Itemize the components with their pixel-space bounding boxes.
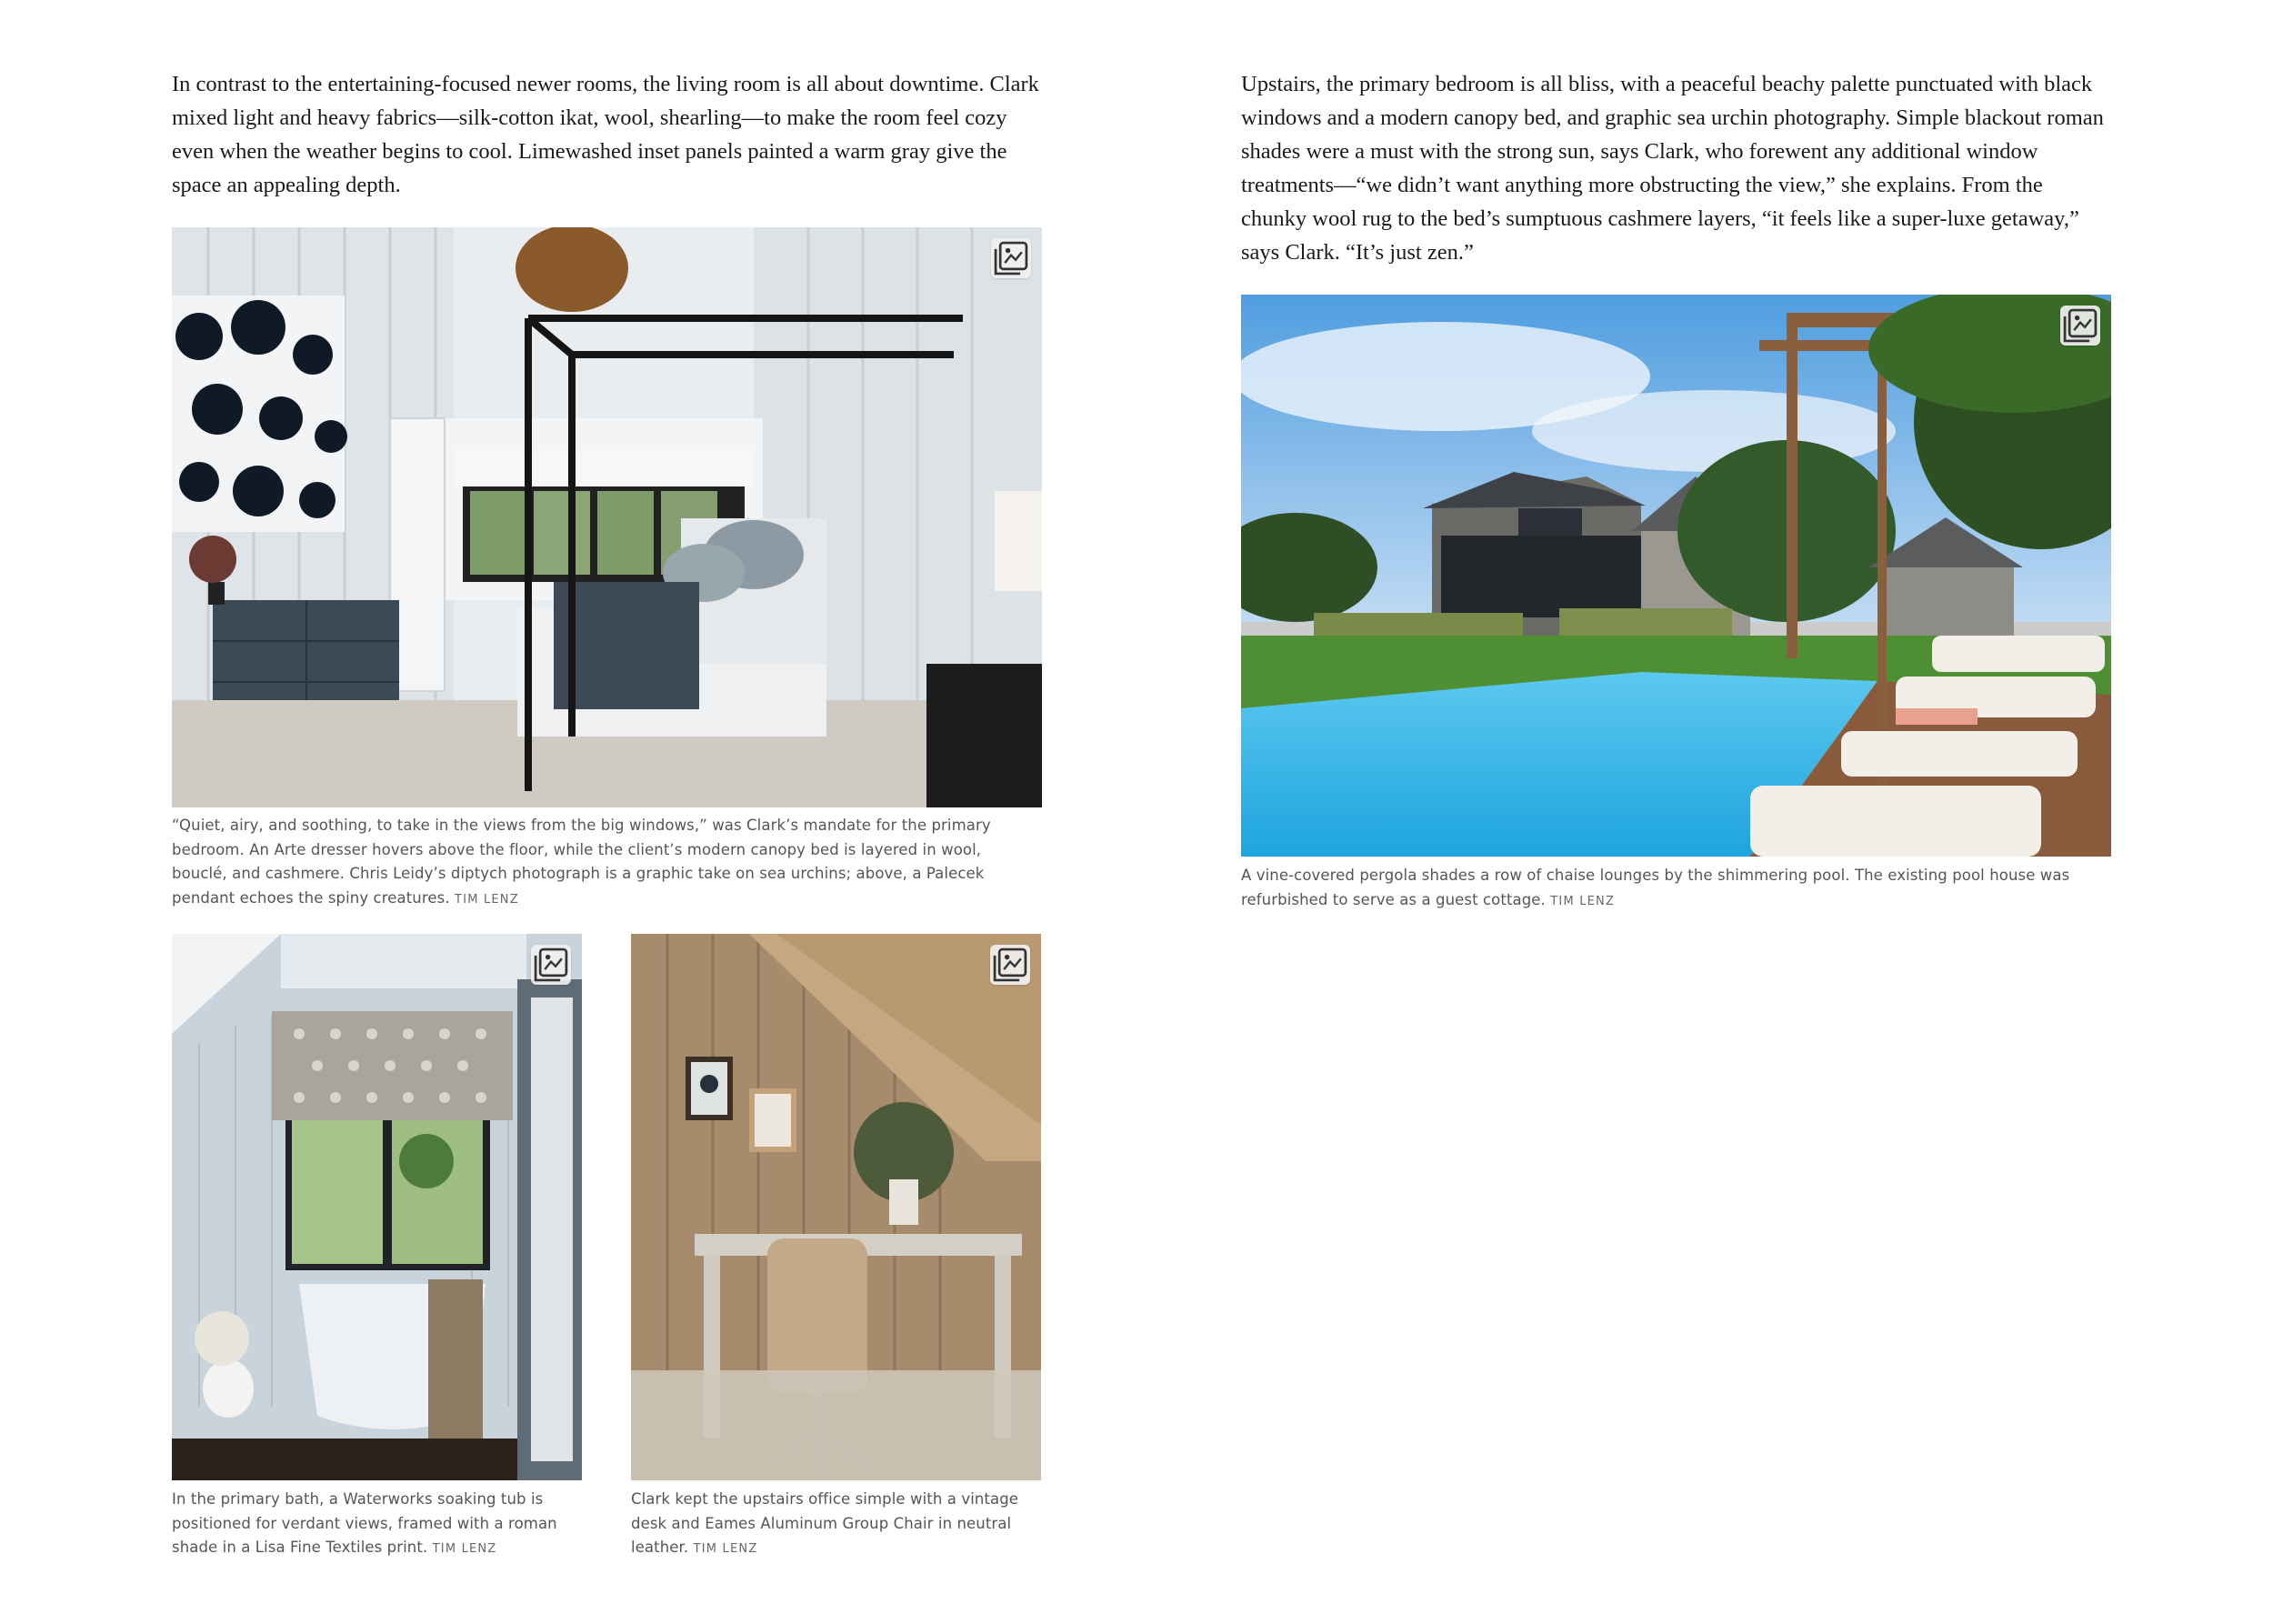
bedroom-photo [172,227,1042,807]
left-paragraph: In contrast to the entertaining-focused newer rooms, the living room is all about downtime. Clark mixed light and heavy fabrics—silk-cotton ikat, wool, shearling—to make the room feel cozy even when the weather begins to cool. Limewashed inset panels painted a warm gray give the space an appealing depth. [172,72,1039,197]
bath-photo [172,934,582,1480]
bath-expand-button[interactable] [531,945,571,985]
expand-gallery-icon [991,238,1031,278]
pool-caption-text: A vine-covered pergola shades a row of chaise lounges by the shimmering pool. The existing pool house was refurbished to serve as a guest cottage. [1241,867,2070,908]
expand-gallery-icon [531,945,571,985]
bath-photo-illustration [172,934,582,1480]
office-photo [631,934,1041,1480]
bedroom-caption [172,814,1017,912]
pool-expand-button[interactable] [2060,306,2100,346]
right-column [1241,67,2114,269]
bedroom-photo-illustration [172,227,1042,807]
bath-caption-text: In the primary bath, a Waterworks soaking tub is positioned for verdant views, framed with a roman shade in a Lisa Fine Textiles print. [172,1490,557,1556]
photo-credit: TIM LENZ [693,1542,758,1556]
pool-photo [1241,295,2111,857]
office-caption [631,1488,1040,1562]
office-expand-button[interactable] [990,945,1030,985]
pool-photo-illustration [1241,295,2111,857]
expand-gallery-icon [990,945,1030,985]
expand-gallery-icon [2060,306,2100,346]
pool-caption [1241,864,2111,914]
bedroom-expand-button[interactable] [991,238,1031,278]
office-photo-illustration [631,934,1041,1480]
office-caption-text: Clark kept the upstairs office simple with a vintage desk and Eames Aluminum Group Chair in neutral leather. [631,1490,1019,1556]
right-paragraph: Upstairs, the primary bedroom is all bliss, with a peaceful beachy palette punctuated with black windows and a modern canopy bed, and graphic sea urchin photography. Simple blackout roman shades were a must with the strong sun, says Clark, who forewent any additional window treatments—“we didn’t want anything more obstructing the view,” she explains. From the chunky wool rug to the bed’s sumptuous cashmere layers, “it feels like a super-luxe getaway,” says Clark. “It’s just zen.” [1241,72,2104,265]
bath-caption [172,1488,572,1562]
bedroom-caption-text: “Quiet, airy, and soothing, to take in the views from the big windows,” was Clark’s mandate for the primary bedroom. An Arte dresser hovers above the floor, while the client’s modern canopy bed is layered in wool, bouclé, and cashmere. Chris Leidy’s diptych photograph is a graphic take on sea urchins; above, a Palecek pendant echoes the spiny creatures. [172,817,991,907]
photo-credit: TIM LENZ [432,1542,497,1556]
left-column [172,67,1045,202]
photo-credit: TIM LENZ [1550,894,1616,908]
photo-credit: TIM LENZ [455,892,519,907]
